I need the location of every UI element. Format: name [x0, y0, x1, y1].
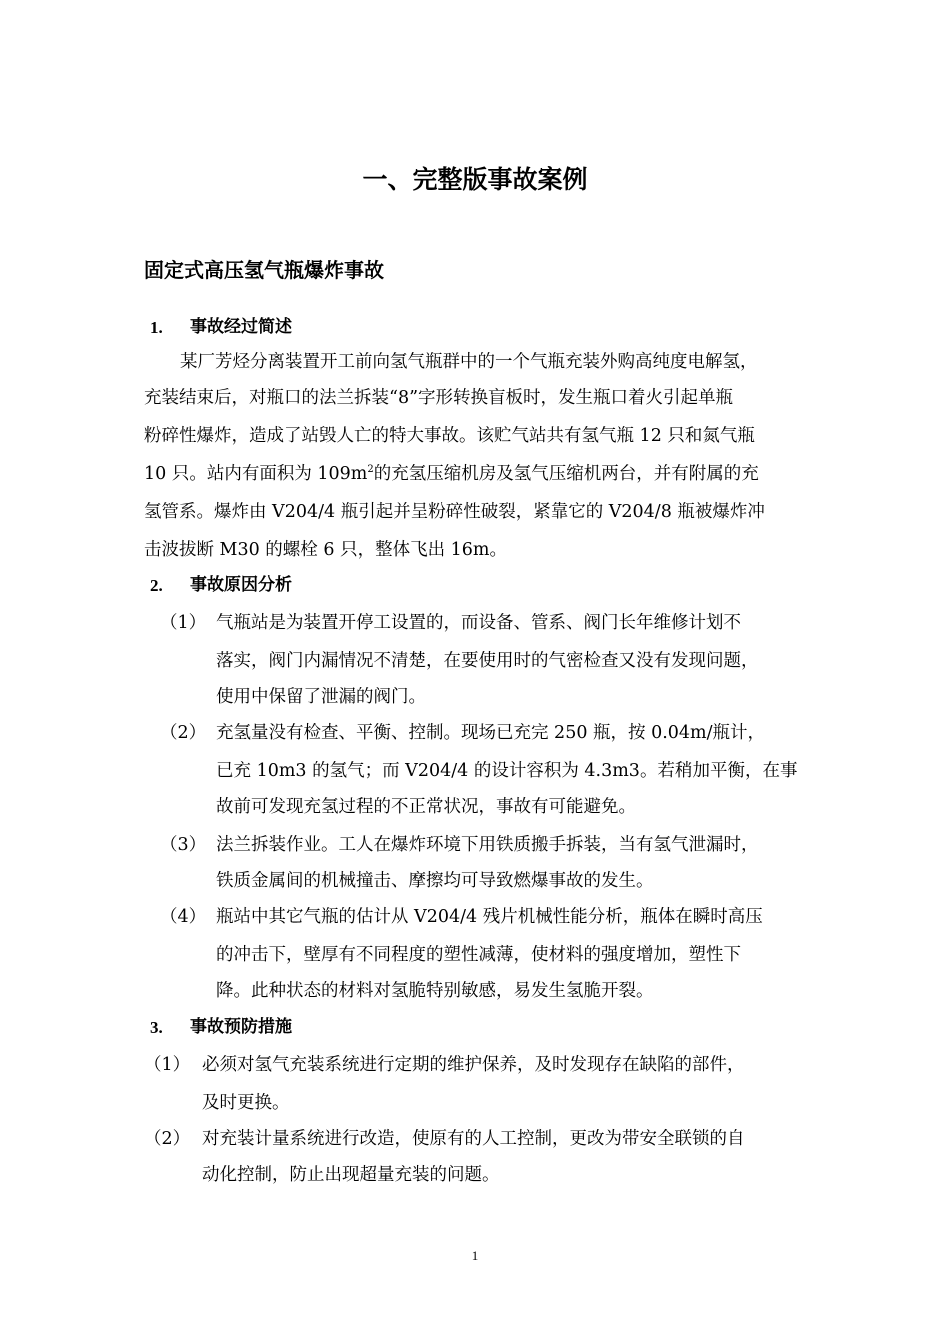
- list-item-line: 必须对氢气充装系统进行定期的维护保养，及时发现存在缺陷的部件，: [202, 1055, 745, 1075]
- section-heading: 事故原因分析: [190, 575, 292, 595]
- paragraph-line: 氢管系。爆炸由 V204/4 瓶引起并呈粉碎性破裂，紧靠它的 V204/8 瓶被爆炸冲: [144, 502, 765, 522]
- list-item-label: （2）: [144, 1129, 191, 1149]
- list-item-line: 及时更换。: [202, 1093, 290, 1113]
- list-item-line: 铁质金属间的机械撞击、摩擦均可导致燃爆事故的发生。: [216, 871, 654, 891]
- paragraph-line: 某厂芳烃分离装置开工前向氢气瓶群中的一个气瓶充装外购高纯度电解氢，: [180, 352, 758, 372]
- list-item-line: 对充装计量系统进行改造，使原有的人工控制，更改为带安全联锁的自: [202, 1129, 745, 1149]
- paragraph-text: 10 只。站内有面积为 109m: [144, 464, 368, 484]
- list-item-label: （2）: [160, 723, 207, 743]
- section-heading: 事故预防措施: [190, 1017, 292, 1037]
- section-number: 3.: [150, 1018, 163, 1037]
- list-item-line: 落实，阀门内漏情况不清楚，在要使用时的气密检查又没有发现问题，: [216, 651, 759, 671]
- list-item-label: （1）: [160, 613, 207, 633]
- list-item-line: 已充 10m3 的氢气；而 V204/4 的设计容积为 4.3m3。若稍加平衡，在事: [216, 761, 798, 781]
- section-heading: 事故经过简述: [190, 317, 292, 337]
- list-item-line: 法兰拆装作业。工人在爆炸环境下用铁质搬手拆装，当有氢气泄漏时，: [216, 835, 759, 855]
- paragraph-line: 击波拔断 M30 的螺栓 6 只，整体飞出 16m。: [144, 540, 507, 560]
- paragraph-line: 充装结束后，对瓶口的法兰拆装“8”字形转换盲板时，发生瓶口着火引起单瓶: [144, 388, 734, 408]
- list-item-label: （1）: [144, 1055, 191, 1075]
- list-item-line: 的冲击下，壁厚有不同程度的塑性减薄，使材料的强度增加，塑性下: [216, 945, 741, 965]
- list-item-label: （4）: [160, 907, 207, 927]
- list-item-line: 动化控制，防止出现超量充装的问题。: [202, 1165, 500, 1185]
- list-item-line: 使用中保留了泄漏的阀门。: [216, 687, 426, 707]
- list-item-line: 降。此种状态的材料对氢脆特别敏感，易发生氢脆开裂。: [216, 981, 654, 1001]
- paragraph-line: 粉碎性爆炸，造成了站毁人亡的特大事故。该贮气站共有氢气瓶 12 只和氮气瓶: [144, 426, 755, 446]
- paragraph-text: 的充氢压缩机房及氢气压缩机两台，并有附属的充: [373, 464, 759, 484]
- superscript: 2: [367, 464, 374, 476]
- section-number: 2.: [150, 576, 163, 595]
- list-item-line: 瓶站中其它气瓶的估计从 V204/4 残片机械性能分析，瓶体在瞬时高压: [216, 907, 763, 927]
- document-title: 一、完整版事故案例: [362, 165, 588, 194]
- page-number: 1: [471, 1248, 479, 1263]
- list-item-line: 气瓶站是为装置开停工设置的，而设备、管系、阀门长年维修计划不: [216, 613, 741, 633]
- list-item-label: （3）: [160, 835, 207, 855]
- list-item-line: 充氢量没有检查、平衡、控制。现场已充完 250 瓶，按 0.04m/瓶计，: [216, 723, 766, 743]
- section-number: 1.: [150, 318, 163, 337]
- list-item-line: 故前可发现充氢过程的不正常状况，事故有可能避免。: [216, 797, 636, 817]
- paragraph-line: [144, 462, 759, 486]
- section-subtitle: 固定式高压氢气瓶爆炸事故: [144, 258, 384, 282]
